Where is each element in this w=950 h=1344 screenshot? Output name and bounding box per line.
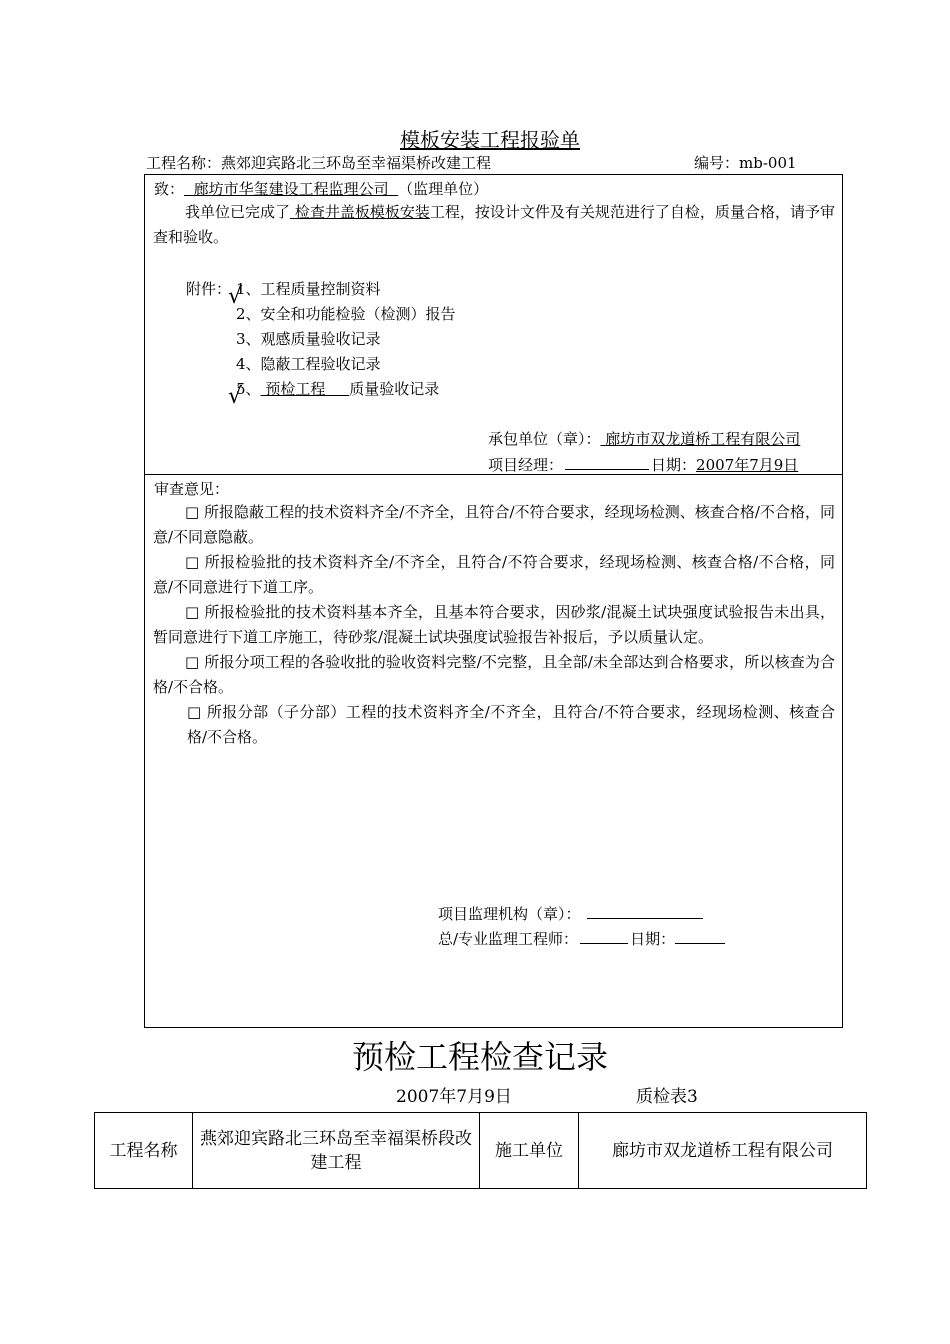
- record-table: [94, 1112, 867, 1189]
- project-value-cell: 燕郊迎宾路北三环岛至幸福渠桥段改建工程: [193, 1113, 480, 1189]
- contractor-name: 廊坊市双龙道桥工程有限公司: [605, 430, 801, 448]
- form-number: [694, 152, 797, 173]
- body-prefix: 我单位已完成了: [185, 203, 291, 221]
- attachment5-prefix: 5、: [236, 380, 261, 398]
- checkbox-icon[interactable]: □: [185, 503, 200, 521]
- checkbox-icon[interactable]: □: [185, 653, 200, 671]
- date-value: 2007年7月9日: [696, 456, 799, 474]
- record-form-code: 质检表3: [636, 1087, 698, 1107]
- attachment-item-3: 3、观感质量验收记录: [236, 330, 381, 348]
- attachment5-fill: 预检工程: [265, 380, 326, 398]
- supervision-line: [438, 902, 703, 924]
- form-title: [400, 124, 580, 153]
- date-label: 日期：: [651, 456, 697, 474]
- body-suffix: 工程，按设计文件及有关规范进行了自检，质量合格，请予审查和验收。: [153, 203, 835, 246]
- manager-label: 项目经理：: [488, 456, 564, 474]
- to-suffix: （监理单位）: [398, 180, 489, 198]
- contractor-label: 承包单位（章）：: [488, 430, 601, 448]
- opinion-text: 所报检验批的技术资料基本齐全，且基本符合要求，因砂浆/混凝土试块强度试验报告未出具，暂同意进行下道工序施工，待砂浆/混凝土试块强度试验报告补报后，予以质量认定。: [153, 603, 835, 646]
- body-work: 检查井盖板模板安装: [294, 203, 430, 221]
- check-mark-1: √: [228, 284, 243, 309]
- attachment-item-2: 2、安全和功能检验（检测）报告: [236, 305, 456, 323]
- attachment-item-4: 4、隐蔽工程验收记录: [236, 355, 381, 373]
- engineer-label: 总/专业监理工程师：: [438, 930, 579, 948]
- record-date: 2007年7月9日: [396, 1087, 512, 1107]
- record-title: 预检工程检查记录: [352, 1038, 609, 1076]
- check-mark-5: √: [228, 384, 243, 409]
- builder-value-cell: 廊坊市双龙道桥工程有限公司: [579, 1113, 867, 1189]
- checkbox-icon[interactable]: □: [185, 603, 200, 621]
- checkbox-icon[interactable]: □: [187, 703, 202, 721]
- supervision-seal-line: [587, 902, 703, 919]
- builder-label-cell: 施工单位: [480, 1113, 579, 1189]
- engineer-signature-line: [580, 927, 628, 944]
- opinion-text: 所报分部（子分部）工程的技术资料齐全/不齐全，且符合/不符合要求，经现场检测、核查合格/不合格。: [187, 703, 835, 746]
- engineer-date-line: [675, 927, 725, 944]
- review-label: 审查意见：: [154, 480, 230, 498]
- project-label: 工程名称：: [146, 154, 222, 172]
- opinion-text: 所报隐蔽工程的技术资料齐全/不齐全，且符合/不符合要求，经现场检测、核查合格/不合格，同意/不同意隐蔽。: [153, 503, 835, 546]
- form-title-text: 模板安装工程报验单: [400, 128, 580, 152]
- opinion-3: [153, 600, 835, 650]
- body-paragraph: [153, 200, 835, 250]
- number-label: 编号：: [694, 154, 740, 172]
- manager-signature-line: [565, 453, 649, 470]
- attachment-item-1: 1、工程质量控制资料: [236, 280, 381, 298]
- addressee-line: [154, 178, 488, 199]
- project-line: [146, 152, 491, 173]
- manager-line: [488, 453, 798, 475]
- engineer-line: [438, 927, 725, 949]
- number-value: mb-001: [739, 154, 797, 172]
- opinion-4: [153, 650, 835, 700]
- attachments-label: 附件：: [186, 280, 232, 298]
- opinion-text: 所报分项工程的各验收批的验收资料完整/不完整，且全部/未全部达到合格要求，所以核查为合格/不合格。: [153, 653, 835, 696]
- project-label-cell: 工程名称: [95, 1113, 193, 1189]
- opinion-2: [153, 550, 835, 600]
- checkbox-icon[interactable]: □: [185, 553, 200, 571]
- opinion-text: 所报检验批的技术资料齐全/不齐全，且符合/不符合要求，经现场检测、核查合格/不合格，同意/不同意进行下道工序。: [153, 553, 835, 596]
- contractor-line: [488, 428, 800, 449]
- table-row: [95, 1113, 867, 1189]
- opinion-1: [153, 500, 835, 550]
- opinion-5: [187, 700, 835, 750]
- attachment-item-5: [236, 378, 439, 399]
- to-label: 致：: [154, 180, 185, 198]
- to-company: 廊坊市华玺建设工程监理公司: [193, 180, 389, 198]
- engineer-date-label: 日期：: [630, 930, 676, 948]
- supervision-label: 项目监理机构（章）：: [438, 905, 581, 923]
- attachment5-suffix: 质量验收记录: [349, 380, 440, 398]
- project-name: 燕郊迎宾路北三环岛至幸福渠桥改建工程: [221, 154, 492, 172]
